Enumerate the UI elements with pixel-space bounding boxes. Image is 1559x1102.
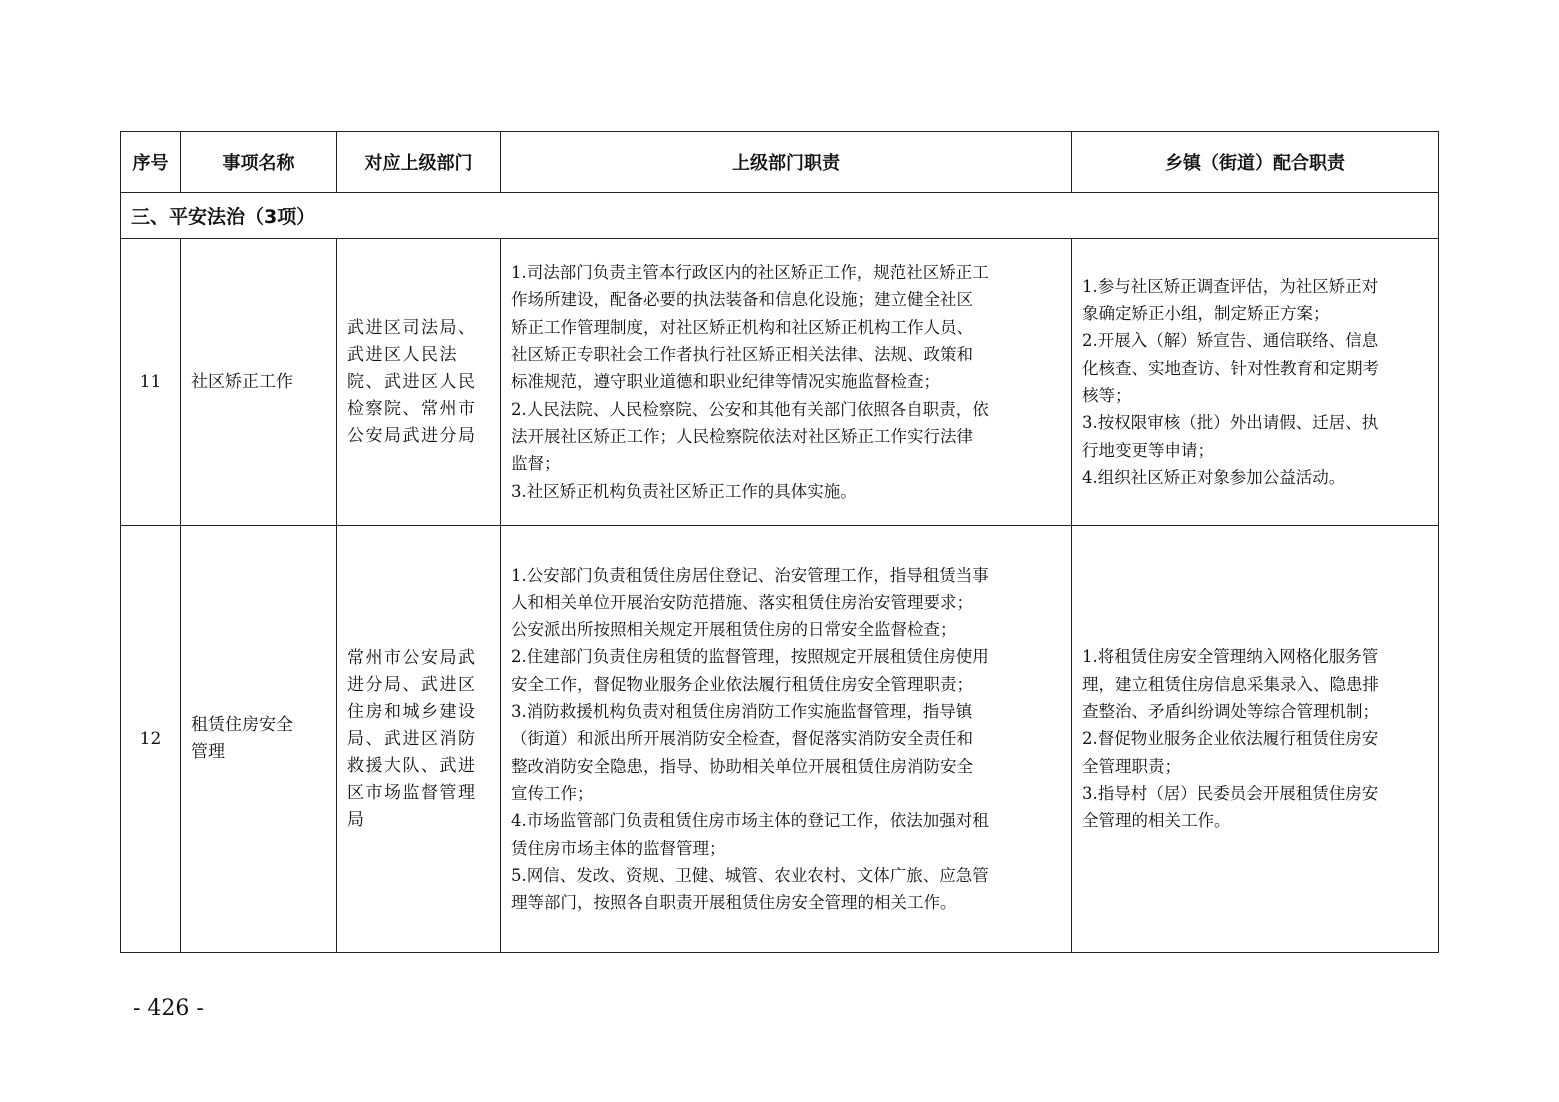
text-line: 武进区人民法: [347, 344, 458, 365]
text-line: 全管理职责；: [1082, 756, 1181, 776]
text-line: 区市场监督管理: [347, 782, 477, 803]
text-line: 宣传工作；: [511, 783, 594, 803]
row-serial: 11: [121, 239, 181, 526]
text-line: 作场所建设，配备必要的执法装备和信息化设施；建立健全社区: [511, 290, 973, 310]
text-line: 1.司法部门负责主管本行政区内的社区矫正工作，规范社区矫正工: [511, 263, 989, 283]
text-line: 社区矫正工作: [191, 371, 293, 392]
text-line: 社区矫正专职社会工作者执行社区矫正相关法律、法规、政策和: [511, 345, 973, 365]
table-row: [121, 239, 1439, 526]
text-line: 5.网信、发改、资规、卫健、城管、农业农村、文体广旅、应急管: [511, 865, 989, 885]
responsibility-table: [120, 131, 1439, 953]
text-line: 3.按权限审核（批）外出请假、迁居、执: [1082, 413, 1379, 433]
text-line: 监督；: [511, 454, 561, 474]
section-row: [121, 193, 1439, 239]
text-line: 常州市公安局武: [347, 647, 477, 668]
text-line: 管理: [191, 742, 225, 762]
row-town-duty: [1072, 526, 1439, 953]
text-line: 人和相关单位开展治安防范措施、落实租赁住房治安管理要求；: [511, 592, 973, 612]
row-item-name: [181, 526, 337, 953]
text-line: 2.人民法院、人民检察院、公安和其他有关部门依照各自职责，依: [511, 399, 989, 419]
text-line: 公安局武进分局: [347, 425, 477, 446]
text-line: 化核查、实地查访、针对性教育和定期考: [1082, 358, 1379, 378]
text-line: 检察院、常州市: [347, 398, 477, 419]
text-line: 3.社区矫正机构负责社区矫正工作的具体实施。: [511, 481, 857, 501]
text-line: 法开展社区矫正工作；人民检察院依法对社区矫正工作实行法律: [511, 426, 973, 446]
text-line: 理等部门，按照各自职责开展租赁住房安全管理的相关工作。: [511, 893, 957, 913]
row-superior-duty: [501, 239, 1072, 526]
text-line: 理，建立租赁住房信息采集录入、隐患排: [1082, 674, 1379, 694]
text-line: （街道）和派出所开展消防安全检查，督促落实消防安全责任和: [511, 729, 973, 749]
text-line: 救援大队、武进: [347, 755, 477, 776]
text-line: 3.消防救援机构负责对租赁住房消防工作实施监督管理，指导镇: [511, 702, 973, 722]
header-item-name: 事项名称: [181, 132, 337, 193]
row-superior-duty: [501, 526, 1072, 953]
page-number: - 426 -: [133, 996, 204, 1021]
text-line: 4.市场监管部门负责租赁住房市场主体的登记工作，依法加强对租: [511, 811, 989, 831]
text-line: 核等；: [1082, 386, 1132, 405]
text-line: 赁住房市场主体的监督管理；: [511, 838, 726, 858]
header-superior-dept: 对应上级部门: [337, 132, 501, 193]
text-line: 局: [347, 809, 366, 830]
table-row: [121, 526, 1439, 953]
header-serial: 序号: [121, 132, 181, 193]
row-item-name: [181, 239, 337, 526]
text-line: 查整治、矛盾纠纷调处等综合管理机制；: [1082, 702, 1379, 722]
text-line: 进分局、武进区: [347, 674, 477, 695]
row-superior-dept: [337, 526, 501, 953]
section-title: 三、平安法治（3项）: [121, 193, 1439, 239]
text-line: 2.开展入（解）矫宣告、通信联络、信息: [1082, 331, 1379, 351]
text-line: 2.住建部门负责住房租赁的监督管理，按照规定开展租赁住房使用: [511, 647, 989, 667]
row-serial: 12: [121, 526, 181, 953]
text-line: 4.组织社区矫正对象参加公益活动。: [1082, 467, 1346, 487]
text-line: 院、武进区人民: [347, 371, 477, 392]
text-line: 行地变更等申请；: [1082, 440, 1214, 460]
text-line: 1.将租赁住房安全管理纳入网格化服务管: [1082, 647, 1379, 667]
text-line: 整改消防安全隐患，指导、协助相关单位开展租赁住房消防安全: [511, 756, 973, 776]
text-line: 安全工作，督促物业服务企业依法履行租赁住房安全管理职责；: [511, 674, 973, 694]
text-line: 象确定矫正小组，制定矫正方案；: [1082, 304, 1330, 324]
header-superior-duty: 上级部门职责: [501, 132, 1072, 193]
row-superior-dept: [337, 239, 501, 526]
text-line: 局、武进区消防: [347, 728, 477, 749]
text-line: 2.督促物业服务企业依法履行租赁住房安: [1082, 729, 1379, 749]
text-line: 1.参与社区矫正调查评估，为社区矫正对: [1082, 276, 1379, 296]
header-town-duty: 乡镇（街道）配合职责: [1072, 132, 1439, 193]
text-line: 1.公安部门负责租赁住房居住登记、治安管理工作，指导租赁当事: [511, 565, 989, 585]
text-line: 全管理的相关工作。: [1082, 811, 1231, 831]
text-line: 矫正工作管理制度，对社区矫正机构和社区矫正机构工作人员、: [511, 317, 973, 337]
text-line: 3.指导村（居）民委员会开展租赁住房安: [1082, 783, 1379, 803]
text-line: 武进区司法局、: [347, 317, 477, 338]
table-header-row: [121, 132, 1439, 193]
text-line: 公安派出所按照相关规定开展租赁住房的日常安全监督检查；: [511, 620, 957, 640]
text-line: 标准规范，遵守职业道德和职业纪律等情况实施监督检查；: [511, 372, 940, 392]
row-town-duty: [1072, 239, 1439, 526]
text-line: 住房和城乡建设: [347, 701, 477, 722]
text-line: 租赁住房安全: [191, 715, 293, 735]
